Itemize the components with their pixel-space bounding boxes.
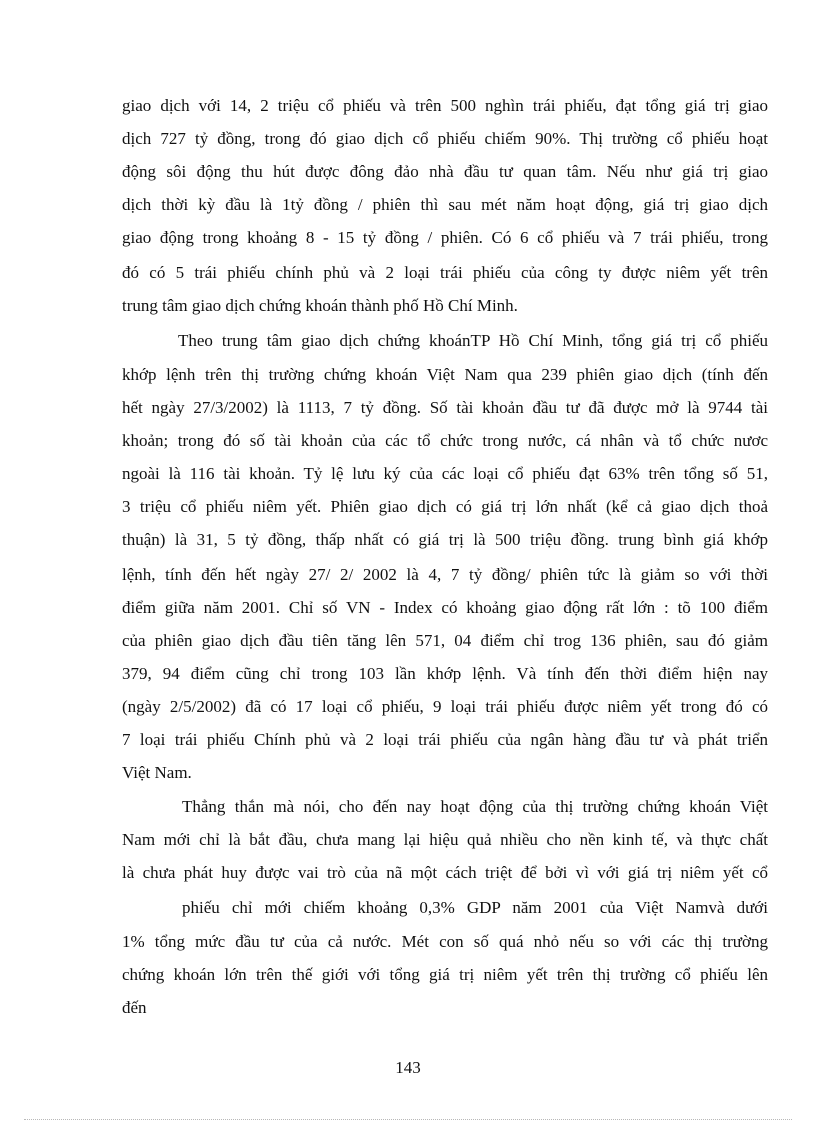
body-line-22: Thẳng thắn mà nói, cho đến nay hoạt động của thị trường chứng khoán Việt <box>182 797 768 816</box>
body-line-13: 3 triệu cổ phiếu niêm yết. Phiên giao dịch có giá trị lớn nhất (kể cả giao dịch thoả <box>122 497 768 516</box>
body-line-6: đó có 5 trái phiếu chính phủ và 2 loại trái phiếu của công ty được niêm yết trên <box>122 263 768 282</box>
body-line-24: là chưa phát huy được vai trò của nã một cách triệt để bởi vì với giá trị niêm yết cổ <box>122 863 768 882</box>
body-line-17: của phiên giao dịch đầu tiên tăng lên 571, 04 điểm chỉ trog 136 phiên, sau đó giảm <box>122 631 768 650</box>
body-line-9: khớp lệnh trên thị trường chứng khoán Việt Nam qua 239 phiên giao dịch (tính đến <box>122 365 768 384</box>
body-line-3: động sôi động thu hút được đông đảo nhà đầu tư quan tâm. Nếu như giá trị giao <box>122 162 768 181</box>
body-line-18: 379, 94 điểm cũng chỉ trong 103 lần khớp lệnh. Và tính đến thời điểm hiện nay <box>122 664 768 683</box>
body-line-12: ngoài là 116 tài khoản. Tỷ lệ lưu ký của các loại cổ phiếu đạt 63% trên tổng số 51, <box>122 464 768 483</box>
body-line-25: phiếu chỉ mới chiếm khoảng 0,3% GDP năm 2001 của Việt Namvà dưới <box>182 898 768 917</box>
body-line-21: Việt Nam. <box>122 763 192 782</box>
body-line-14: thuận) là 31, 5 tỷ đồng, thấp nhất có giá trị là 500 triệu đồng. trung bình giá khớp <box>122 530 768 549</box>
body-line-20: 7 loại trái phiếu Chính phủ và 2 loại trái phiếu của ngân hàng đầu tư và phát triển <box>122 730 768 749</box>
body-line-1: giao dịch với 14, 2 triệu cổ phiếu và trên 500 nghìn trái phiếu, đạt tổng giá trị giao <box>122 96 768 115</box>
body-line-11: khoản; trong đó số tài khoản của các tổ chức trong nước, cá nhân và tổ chức nươc <box>122 431 768 450</box>
body-line-19: (ngày 2/5/2002) đã có 17 loại cổ phiếu, 9 loại trái phiếu được niêm yết trong đó có <box>122 697 768 716</box>
page-bottom-divider <box>24 1119 792 1120</box>
body-line-2: dịch 727 tỷ đồng, trong đó giao dịch cổ phiếu chiếm 90%. Thị trường cổ phiếu hoạt <box>122 129 768 148</box>
body-line-10: hết ngày 27/3/2002) là 1113, 7 tỷ đồng. Số tài khoản đầu tư đã được mở là 9744 tài <box>122 398 768 417</box>
body-line-23: Nam mới chỉ là bắt đầu, chưa mang lại hiệu quả nhiều cho nền kinh tế, và thực chất <box>122 830 768 849</box>
body-line-27: chứng khoán lớn trên thế giới với tổng giá trị niêm yết trên thị trường cổ phiếu lên <box>122 965 768 984</box>
body-line-7: trung tâm giao dịch chứng khoán thành phố Hồ Chí Minh. <box>122 296 518 315</box>
body-line-5: giao động trong khoảng 8 - 15 tỷ đồng / phiên. Có 6 cổ phiếu và 7 trái phiếu, trong <box>122 228 768 247</box>
body-line-26: 1% tổng mức đầu tư của cả nước. Mét con số quá nhỏ nếu so với các thị trường <box>122 932 768 951</box>
body-line-15: lệnh, tính đến hết ngày 27/ 2/ 2002 là 4, 7 tỷ đồng/ phiên tức là giảm so với thời <box>122 565 768 584</box>
body-line-4: dịch thời kỳ đầu là 1tỷ đồng / phiên thì sau mét năm hoạt động, giá trị giao dịch <box>122 195 768 214</box>
body-line-28: đến <box>122 998 147 1017</box>
body-line-8: Theo trung tâm giao dịch chứng khoánTP Hồ Chí Minh, tổng giá trị cổ phiếu <box>178 331 768 350</box>
page-number: 143 <box>395 1058 421 1077</box>
body-line-16: điểm giữa năm 2001. Chỉ số VN - Index có khoảng giao động rất lớn : tõ 100 điểm <box>122 598 768 617</box>
